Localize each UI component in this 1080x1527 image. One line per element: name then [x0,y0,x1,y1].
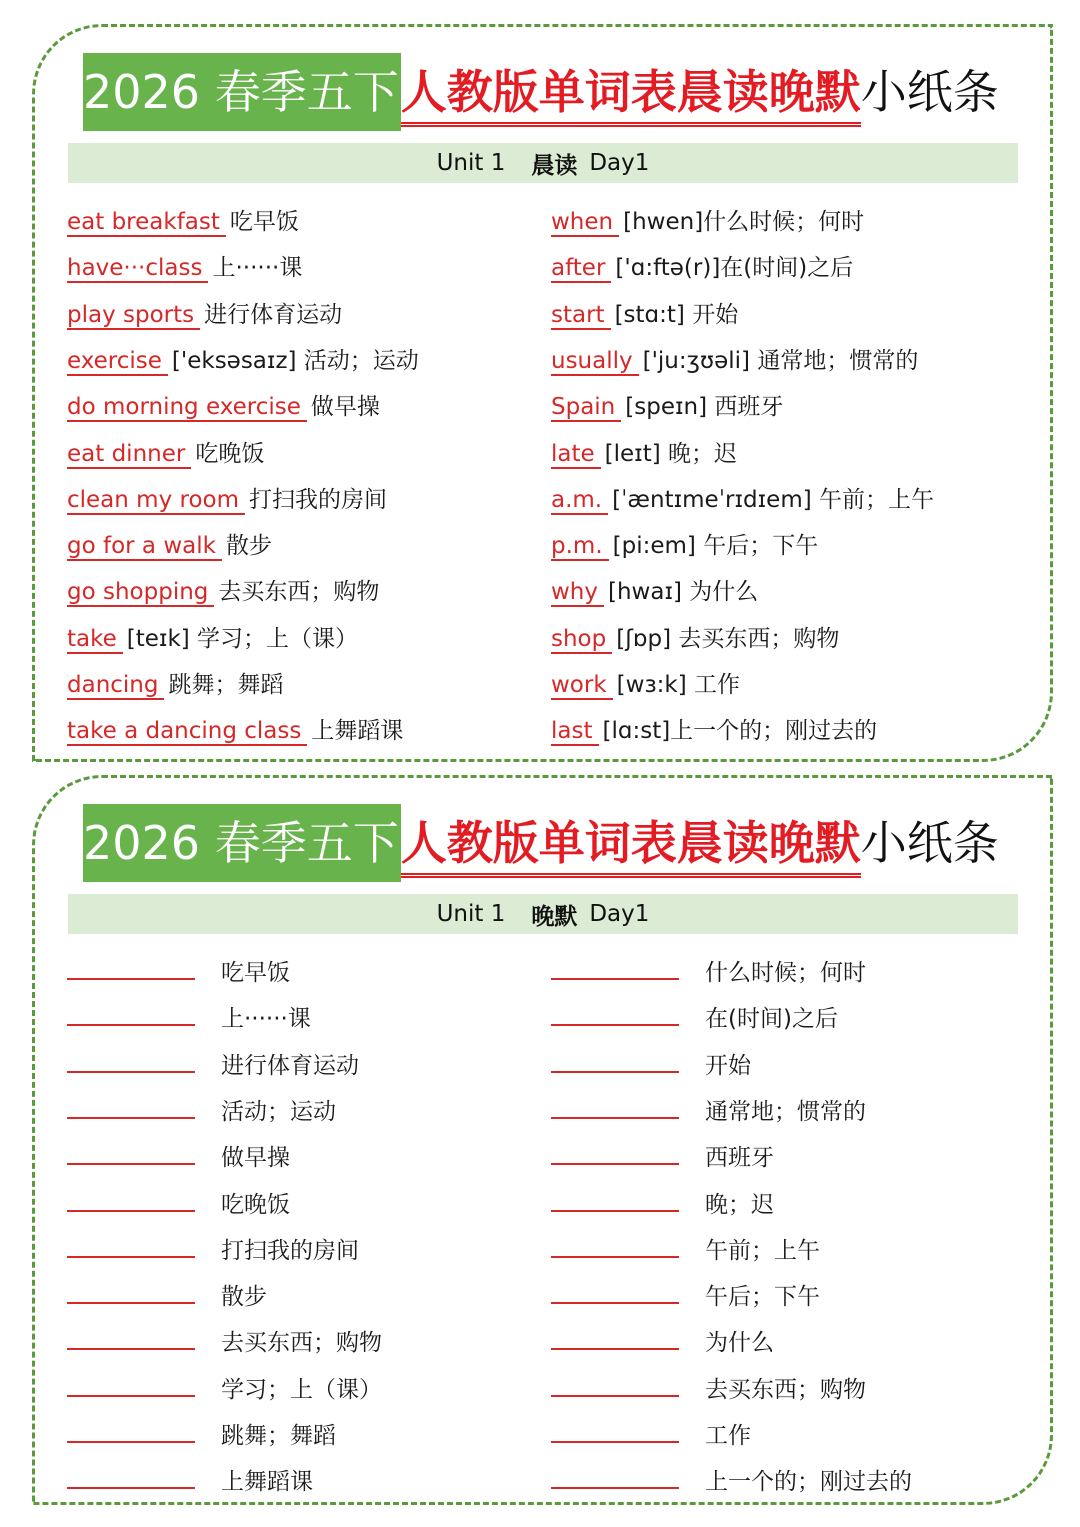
meaning: ['ɑ:ftə(r)]在(时间)之后 [615,255,854,282]
meaning: 吃早饭 [221,960,290,986]
dictation-row [67,1047,359,1080]
english-term: usually [551,348,639,376]
answer-blank[interactable] [551,1463,679,1489]
meaning: 做早操 [310,394,380,421]
dictation-row [551,1186,774,1219]
vocab-row [67,388,380,422]
dictation-row [67,1232,359,1265]
vocab-row [67,435,264,469]
meaning: [pi:em] 午后；下午 [612,533,819,560]
meaning: 为什么 [705,1330,774,1357]
mode-label: 晚默 [531,903,578,930]
answer-blank[interactable] [67,1324,195,1350]
meaning: 午后；下午 [705,1284,820,1311]
meaning: 散步 [221,1284,267,1311]
title-main: 人教版单词表晨读晚默 [401,804,861,882]
answer-blank[interactable] [551,954,679,980]
vocab-row [67,249,302,283]
day-label: Day1 [589,901,650,927]
dictation-row [551,1324,774,1357]
unit-label: Unit 1 [436,901,506,927]
section-band [68,143,1018,183]
vocab-row [67,712,403,746]
answer-blank[interactable] [67,1139,195,1165]
english-term: go for a walk [67,533,222,561]
dictation-row [551,1232,820,1265]
title-suffix: 小纸条 [860,816,999,870]
dictation-row [67,1278,267,1311]
meaning: 午前；上午 [705,1237,820,1264]
answer-blank[interactable] [551,1186,679,1212]
meaning: [ˈæntɪmeˈrɪdɪem] 午前；上午 [612,486,935,513]
meaning: 晚；迟 [705,1191,774,1218]
answer-blank[interactable] [551,1324,679,1350]
vocab-row [551,573,758,607]
meaning: [teɪk] 学习；上（课） [126,625,359,652]
vocab-row [551,527,818,561]
meaning: 西班牙 [705,1145,774,1172]
dictation-row [551,1278,820,1311]
meaning: 做早操 [221,1145,290,1172]
english-term: go shopping [67,579,214,607]
vocab-row [67,573,379,607]
english-term: clean my room [67,487,245,515]
title-main: 人教版单词表晨读晚默 [401,53,861,131]
dictation-row [551,1371,866,1404]
answer-blank[interactable] [67,1463,195,1489]
meaning: 打扫我的房间 [221,1237,359,1264]
english-term: p.m. [551,533,609,561]
meaning: 进行体育运动 [204,301,343,328]
english-term: late [551,441,601,469]
english-term: eat breakfast [67,209,226,237]
vocab-row [551,203,864,237]
dictation-row [551,1093,866,1126]
english-term: take a dancing class [67,718,307,746]
answer-blank[interactable] [551,1139,679,1165]
meaning: [leɪt] 晚；迟 [604,440,738,467]
vocab-row [551,481,934,515]
vocab-row [67,620,358,654]
english-term: work [551,672,613,700]
meaning: 开始 [705,1052,751,1079]
evening-dictation-card [32,775,1053,1505]
dictation-row [67,1371,382,1404]
answer-blank[interactable] [67,1371,195,1397]
meaning: [hwen]什么时候；何时 [623,209,865,235]
answer-blank[interactable] [551,1232,679,1258]
dictation-row [67,1093,336,1126]
answer-blank[interactable] [67,1093,195,1119]
morning-reading-card [32,24,1053,762]
vocab-row [67,296,342,330]
section-band [68,894,1018,934]
vocab-row [67,666,283,700]
card-title [83,53,999,131]
answer-blank[interactable] [551,1278,679,1304]
english-term: eat dinner [67,441,191,469]
card-title [83,804,999,882]
meaning: ['eksəsaɪz] 活动；运动 [171,347,419,374]
english-term: after [551,255,611,283]
english-term: a.m. [551,487,608,515]
dictation-row [551,1047,751,1080]
meaning: [wɜ:k] 工作 [616,672,741,698]
answer-blank[interactable] [67,954,195,980]
vocab-row [67,203,299,237]
meaning: 工作 [705,1423,751,1449]
vocab-row [551,435,737,469]
answer-blank[interactable] [67,1278,195,1304]
vocab-row [551,666,740,700]
vocab-row [67,342,419,376]
meaning: 跳舞；舞蹈 [168,672,284,698]
mode-label: 晨读 [531,152,578,179]
meaning: 进行体育运动 [221,1052,359,1079]
unit-label: Unit 1 [436,150,506,176]
answer-blank[interactable] [67,1417,195,1443]
meaning: 上一个的；刚过去的 [705,1469,912,1496]
meaning: 学习；上（课） [221,1376,382,1403]
meaning: 在(时间)之后 [705,1006,838,1033]
english-term: last [551,718,599,746]
meaning: [ʃɒp] 去买东西；购物 [616,625,840,652]
english-term: exercise [67,348,168,376]
vocab-row [551,388,783,422]
dictation-row [551,1000,838,1033]
english-term: play sports [67,302,200,330]
answer-blank[interactable] [67,1186,195,1212]
meaning: 上舞蹈课 [221,1469,313,1496]
meaning: 打扫我的房间 [249,486,387,513]
dictation-row [67,954,290,987]
meaning: [speɪn] 西班牙 [625,394,784,421]
dictation-row [67,1417,336,1450]
day-label: Day1 [589,150,650,176]
vocab-row [551,712,877,746]
dictation-row [67,1000,311,1033]
meaning: 去买东西；购物 [705,1376,866,1403]
meaning: 去买东西；购物 [221,1330,382,1357]
answer-blank[interactable] [551,1047,679,1073]
vocab-row [551,296,738,330]
answer-blank[interactable] [551,1093,679,1119]
dictation-row [67,1463,313,1496]
english-term: start [551,302,611,330]
meaning: 吃晚饭 [195,440,265,467]
english-term: when [551,209,619,237]
meaning: [hwaɪ] 为什么 [608,579,759,606]
meaning: 活动；运动 [221,1098,336,1125]
dictation-row [551,1417,751,1450]
meaning: 什么时候；何时 [705,960,866,986]
dictation-row [551,1463,912,1496]
meaning: 上舞蹈课 [311,718,404,745]
vocab-row [67,481,387,515]
dictation-row [551,1139,774,1172]
answer-blank[interactable] [67,1000,195,1026]
vocab-row [551,620,839,654]
meaning: 跳舞；舞蹈 [221,1423,336,1449]
title-year-season: 2026 春季五下 [83,53,401,131]
answer-blank[interactable] [67,1047,195,1073]
meaning: ['ju:ʒʊəli] 通常地；惯常的 [642,347,919,374]
dictation-row [67,1324,382,1357]
vocab-row [551,342,918,376]
title-suffix: 小纸条 [860,65,999,119]
meaning: 去买东西；购物 [218,579,380,606]
dictation-row [67,1186,290,1219]
dictation-row [551,954,866,987]
meaning: [lɑ:st]上一个的；刚过去的 [602,718,878,745]
meaning: 吃早饭 [229,209,299,235]
meaning: 上······课 [212,255,303,282]
english-term: Spain [551,394,621,422]
english-term: why [551,579,604,607]
english-term: dancing [67,672,164,700]
english-term: take [67,626,123,654]
dictation-row [67,1139,290,1172]
answer-blank[interactable] [551,1000,679,1026]
english-term: do morning exercise [67,394,307,422]
answer-blank[interactable] [551,1371,679,1397]
meaning: 通常地；惯常的 [705,1098,866,1125]
answer-blank[interactable] [67,1232,195,1258]
vocab-row [551,249,853,283]
meaning: 散步 [225,533,272,560]
meaning: 上······课 [221,1006,311,1033]
title-year-season: 2026 春季五下 [83,804,401,882]
vocab-row [67,527,272,561]
english-term: shop [551,626,612,654]
meaning: 吃晚饭 [221,1191,290,1218]
answer-blank[interactable] [551,1417,679,1443]
english-term: have···class [67,255,208,283]
meaning: [stɑ:t] 开始 [614,301,739,328]
